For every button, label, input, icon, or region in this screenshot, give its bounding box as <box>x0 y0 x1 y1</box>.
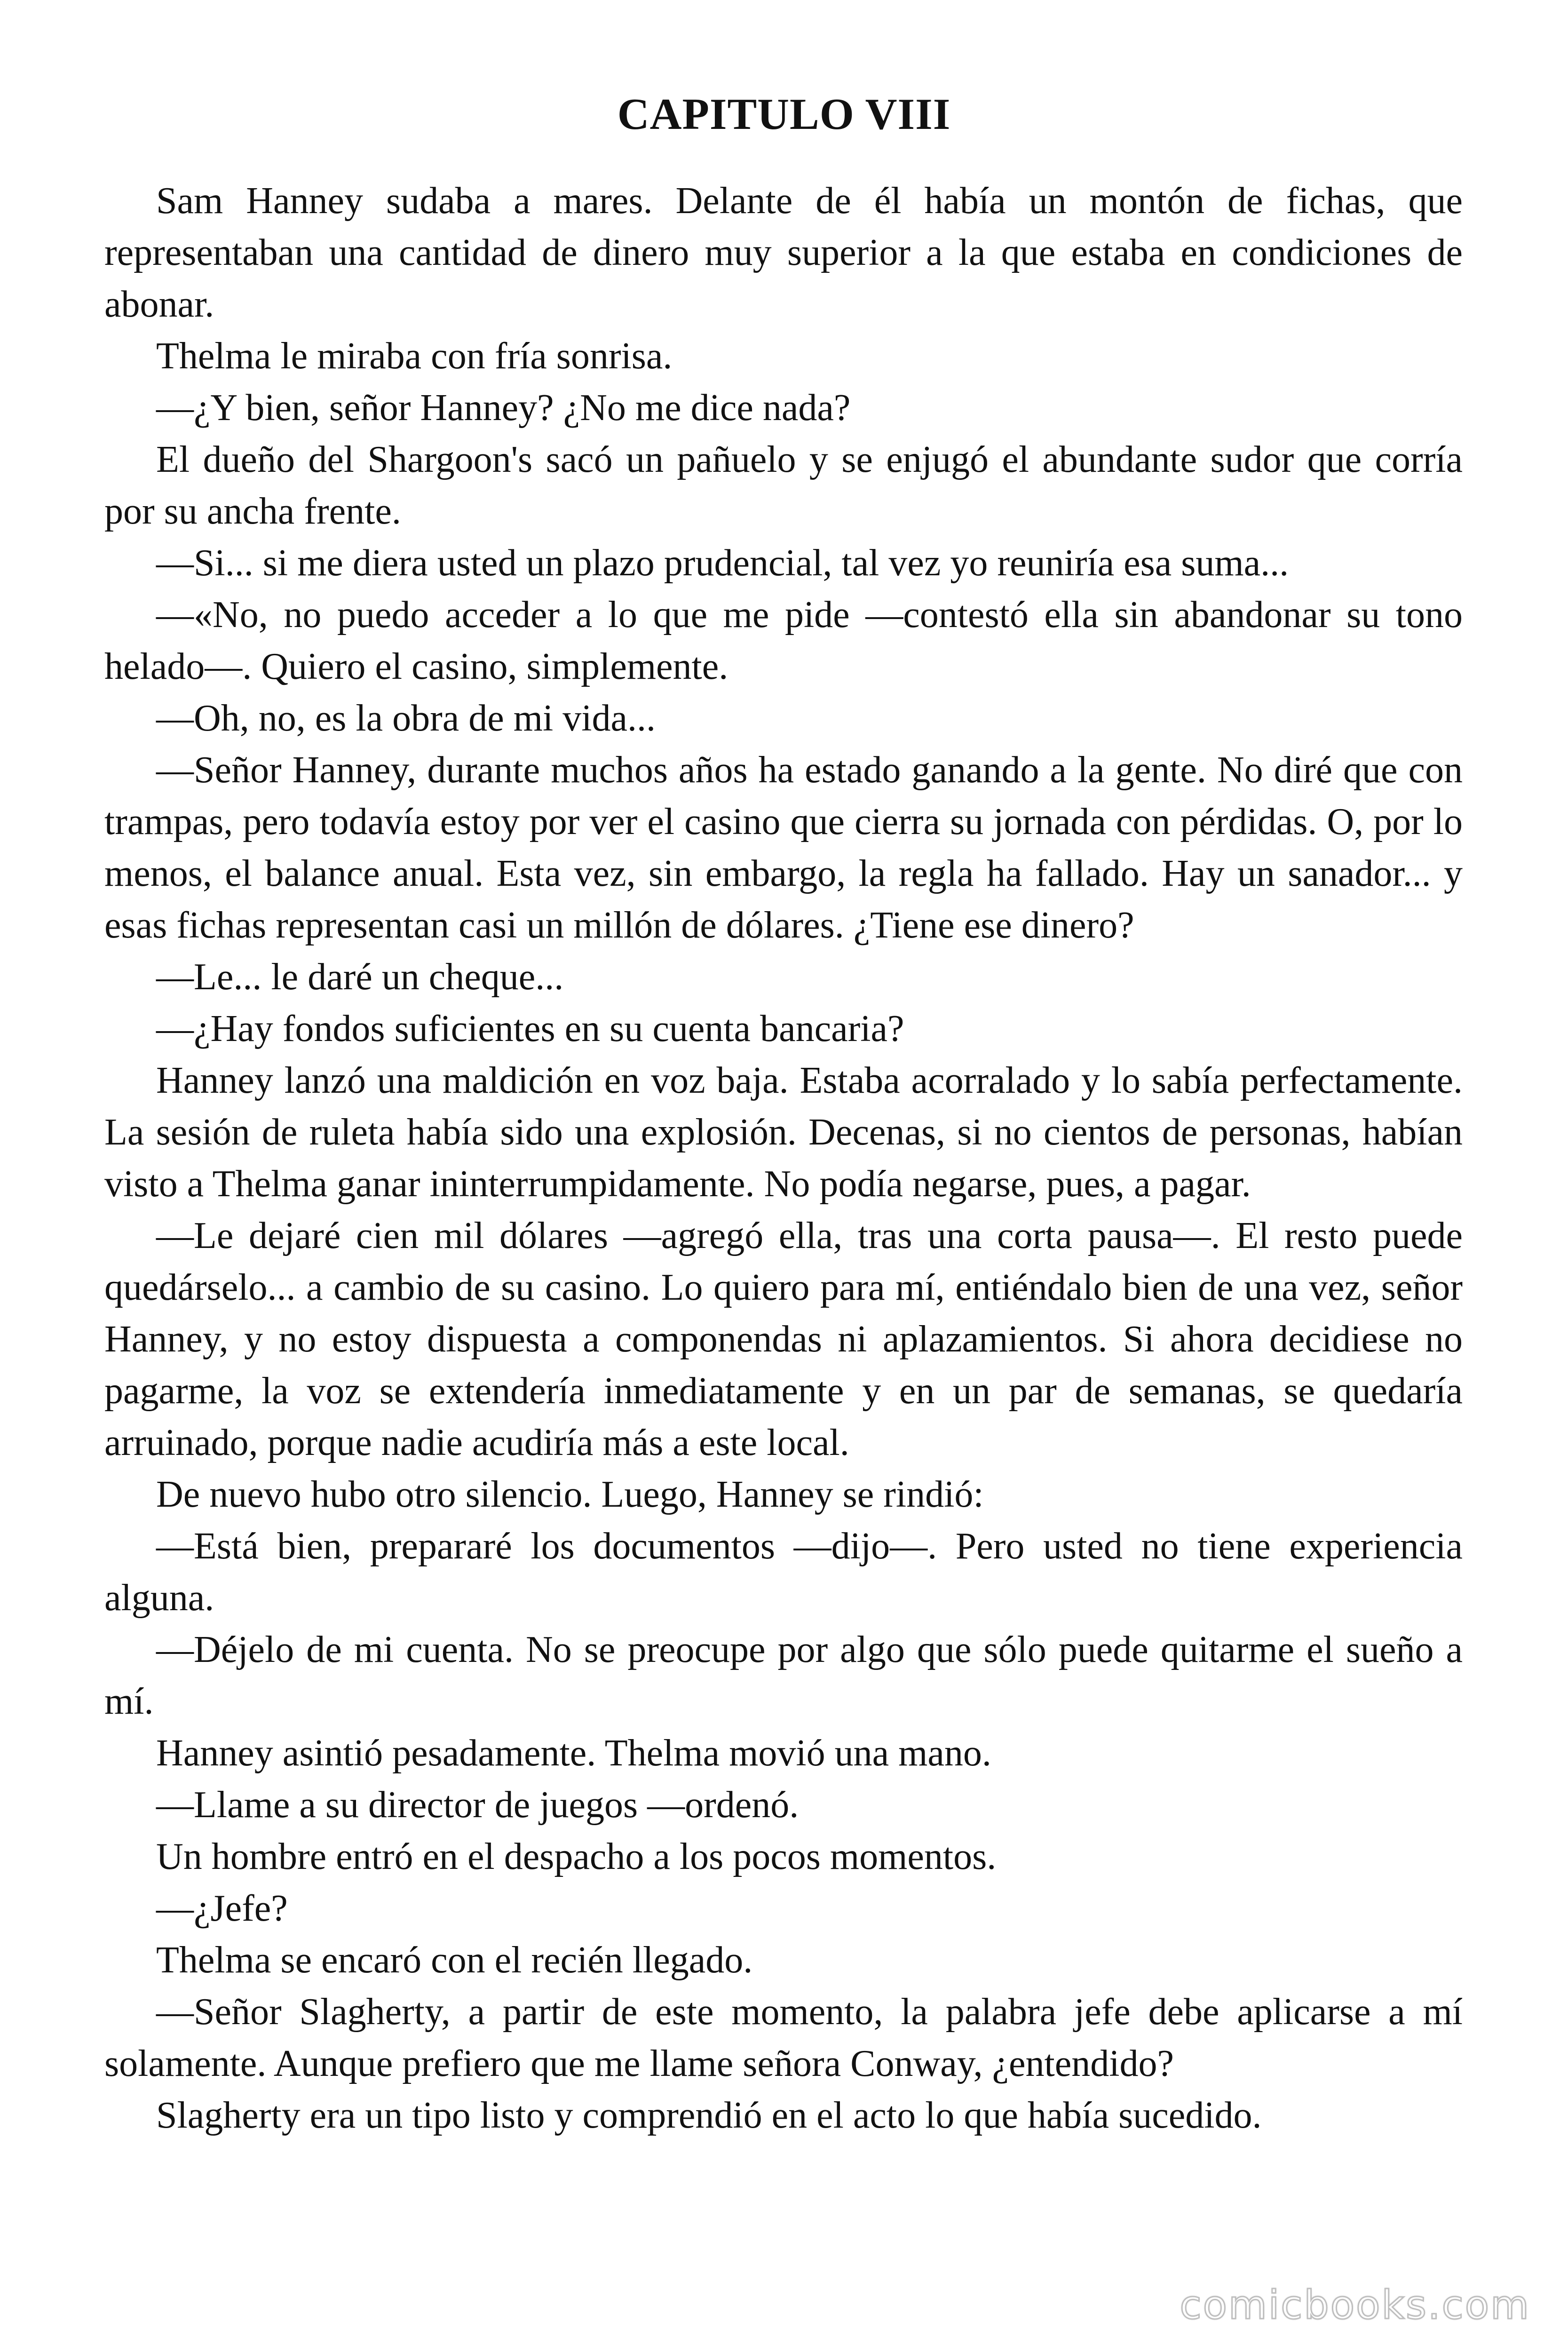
paragraph: —Llame a su director de juegos —ordenó. <box>156 1784 799 1826</box>
paragraph: Un hombre entró en el despacho a los pocos momentos. <box>156 1836 997 1877</box>
paragraph: —«No, no puedo acceder a lo que me pide —contestó ella sin abandonar su tono helado—. Quiero el casino, simplemente. <box>104 594 1463 687</box>
paragraph: Sam Hanney sudaba a mares. Delante de él había un montón de fichas, que representaban una cantidad de dinero muy superior a la que estaba en condiciones de abonar. <box>104 180 1463 325</box>
paragraph: —Señor Slagherty, a partir de este momento, la palabra jefe debe aplicarse a mí solamente. Aunque prefiero que me llame señora Conway, ¿entendido? <box>104 1991 1463 2084</box>
paragraph: —¿Jefe? <box>156 1888 288 1929</box>
paragraph: Thelma se encaró con el recién llegado. <box>156 1939 753 1981</box>
chapter-title: CAPITULO VIII <box>617 89 951 139</box>
paragraph: Slagherty era un tipo listo y comprendió en el acto lo que había sucedido. <box>156 2095 1262 2136</box>
paragraph: De nuevo hubo otro silencio. Luego, Hanney se rindió: <box>156 1474 984 1515</box>
paragraph: Hanney lanzó una maldición en voz baja. Estaba acorralado y lo sabía perfectamente. La sesión de ruleta había sido una explosión. Decenas, si no cientos de personas, habían visto a Thelma ganar ininterrumpidamente. No podía negarse, pues, a pagar. <box>104 1060 1463 1205</box>
paragraph: —¿Hay fondos suficientes en su cuenta bancaria? <box>156 1008 904 1049</box>
paragraph: —Déjelo de mi cuenta. No se preocupe por algo que sólo puede quitarme el sueño a mí. <box>104 1629 1463 1722</box>
paragraph: —¿Y bien, señor Hanney? ¿No me dice nada? <box>156 387 851 429</box>
site-watermark: comicbooks.com <box>1180 2282 1530 2328</box>
paragraph: —Si... si me diera usted un plazo prudencial, tal vez yo reuniría esa suma... <box>156 542 1289 584</box>
paragraph: Hanney asintió pesadamente. Thelma movió una mano. <box>156 1732 991 1774</box>
paragraph: Thelma le miraba con fría sonrisa. <box>156 335 673 377</box>
body-text <box>104 175 1463 2141</box>
paragraph: —Está bien, prepararé los documentos —dijo—. Pero usted no tiene experiencia alguna. <box>104 1526 1463 1619</box>
paragraph: —Oh, no, es la obra de mi vida... <box>156 698 656 739</box>
paragraph: El dueño del Shargoon's sacó un pañuelo y se enjugó el abundante sudor que corría por su ancha frente. <box>104 439 1463 532</box>
paragraph: —Le... le daré un cheque... <box>156 956 564 998</box>
paragraph: —Señor Hanney, durante muchos años ha estado ganando a la gente. No diré que con trampas, pero todavía estoy por ver el casino que cierra su jornada con pérdidas. O, por lo menos, el balance anual. Esta vez, sin embargo, la regla ha fallado. Hay un sanador... y esas fichas representan casi un millón de dólares. ¿Tiene ese dinero? <box>104 749 1463 946</box>
paragraph: —Le dejaré cien mil dólares —agregó ella, tras una corta pausa—. El resto puede quedárselo... a cambio de su casino. Lo quiero para mí, entiéndalo bien de una vez, señor Hanney, y no estoy dispuesta a componendas ni aplazamientos. Si ahora decidiese no pagarme, la voz se extendería inmediatamente y en un par de semanas, se quedaría arruinado, porque nadie acudiría más a este local. <box>104 1215 1463 1463</box>
